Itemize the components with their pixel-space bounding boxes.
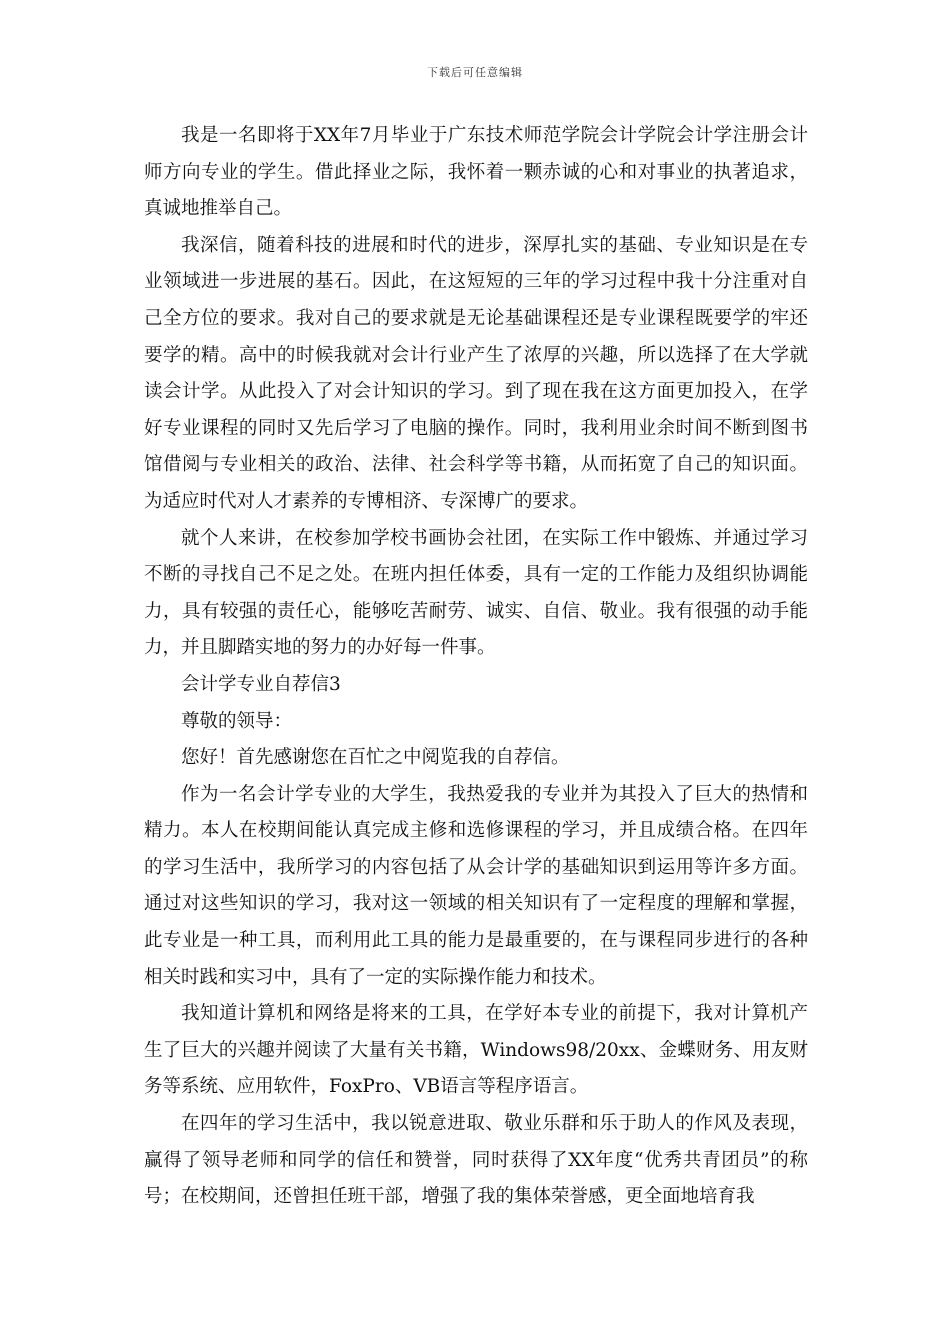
paragraph-personal: 就个人来讲，在校参加学校书画协会社团，在实际工作中锻炼、并通过学习不断的寻找自己不足之处。在班内担任体委，具有一定的工作能力及组织协调能力，具有较强的责任心，能够吃苦耐劳、诚实、自信、敬业。我有很强的动手能力，并且脚踏实地的努力的办好每一件事。 [144, 527, 808, 659]
header-note: 下载后可任意编辑 [427, 66, 523, 79]
document-body [144, 118, 808, 1216]
paragraph-life: 在四年的学习生活中，我以锐意进取、敬业乐群和乐于助人的作风及表现，赢得了领导老师和同学的信任和赞誉，同时获得了XX年度“优秀共青团员”的称号；在校期间，还曾担任班干部，增强了我的集体荣誉感，更全面地培育我 [144, 1113, 808, 1208]
paragraph-intro: 我是一名即将于XX年7月毕业于广东技术师范学院会计学院会计学注册会计师方向专业的学生。借此择业之际，我怀着一颗赤诚的心和对事业的执著追求，真诚地推举自己。 [144, 125, 808, 220]
paragraph-major: 作为一名会计学专业的大学生，我热爱我的专业并为其投入了巨大的热情和精力。本人在校期间能认真完成主修和选修课程的学习，并且成绩合格。在四年的学习生活中，我所学习的内容包括了从会计学的基础知识到运用等许多方面。通过对这些知识的学习，我对这一领域的相关知识有了一定程度的理解和掌握，此专业是一种工具，而利用此工具的能力是最重要的，在与课程同步进行的各种相关时践和实习中，具有了一定的实际操作能力和技术。 [144, 783, 808, 988]
paragraph-study: 我深信，随着科技的进展和时代的进步，深厚扎实的基础、专业知识是在专业领域进一步进展的基石。因此，在这短短的三年的学习过程中我十分注重对自己全方位的要求。我对自己的要求就是无论基础课程还是专业课程既要学的牢还要学的精。高中的时候我就对会计行业产生了浓厚的兴趣，所以选择了在大学就读会计学。从此投入了对会计知识的学习。到了现在我在这方面更加投入，在学好专业课程的同时又先后学习了电脑的操作。同时，我利用业余时间不断到图书馆借阅与专业相关的政治、法律、社会科学等书籍，从而拓宽了自己的知识面。为适应时代对人才素养的专博相济、专深博广的要求。 [144, 234, 808, 512]
salutation: 尊敬的领导： [181, 710, 293, 732]
section-heading: 会计学专业自荐信3 [181, 673, 341, 695]
paragraph-computer: 我知道计算机和网络是将来的工具，在学好本专业的前提下，我对计算机产生了巨大的兴趣并阅读了大量有关书籍，Windows98/20xx、金蝶财务、用友财务等系统、应用软件，FoxPro、VB语言等程序语言。 [144, 1003, 808, 1098]
greeting: 您好！首先感谢您在百忙之中阅览我的自荐信。 [181, 747, 570, 769]
